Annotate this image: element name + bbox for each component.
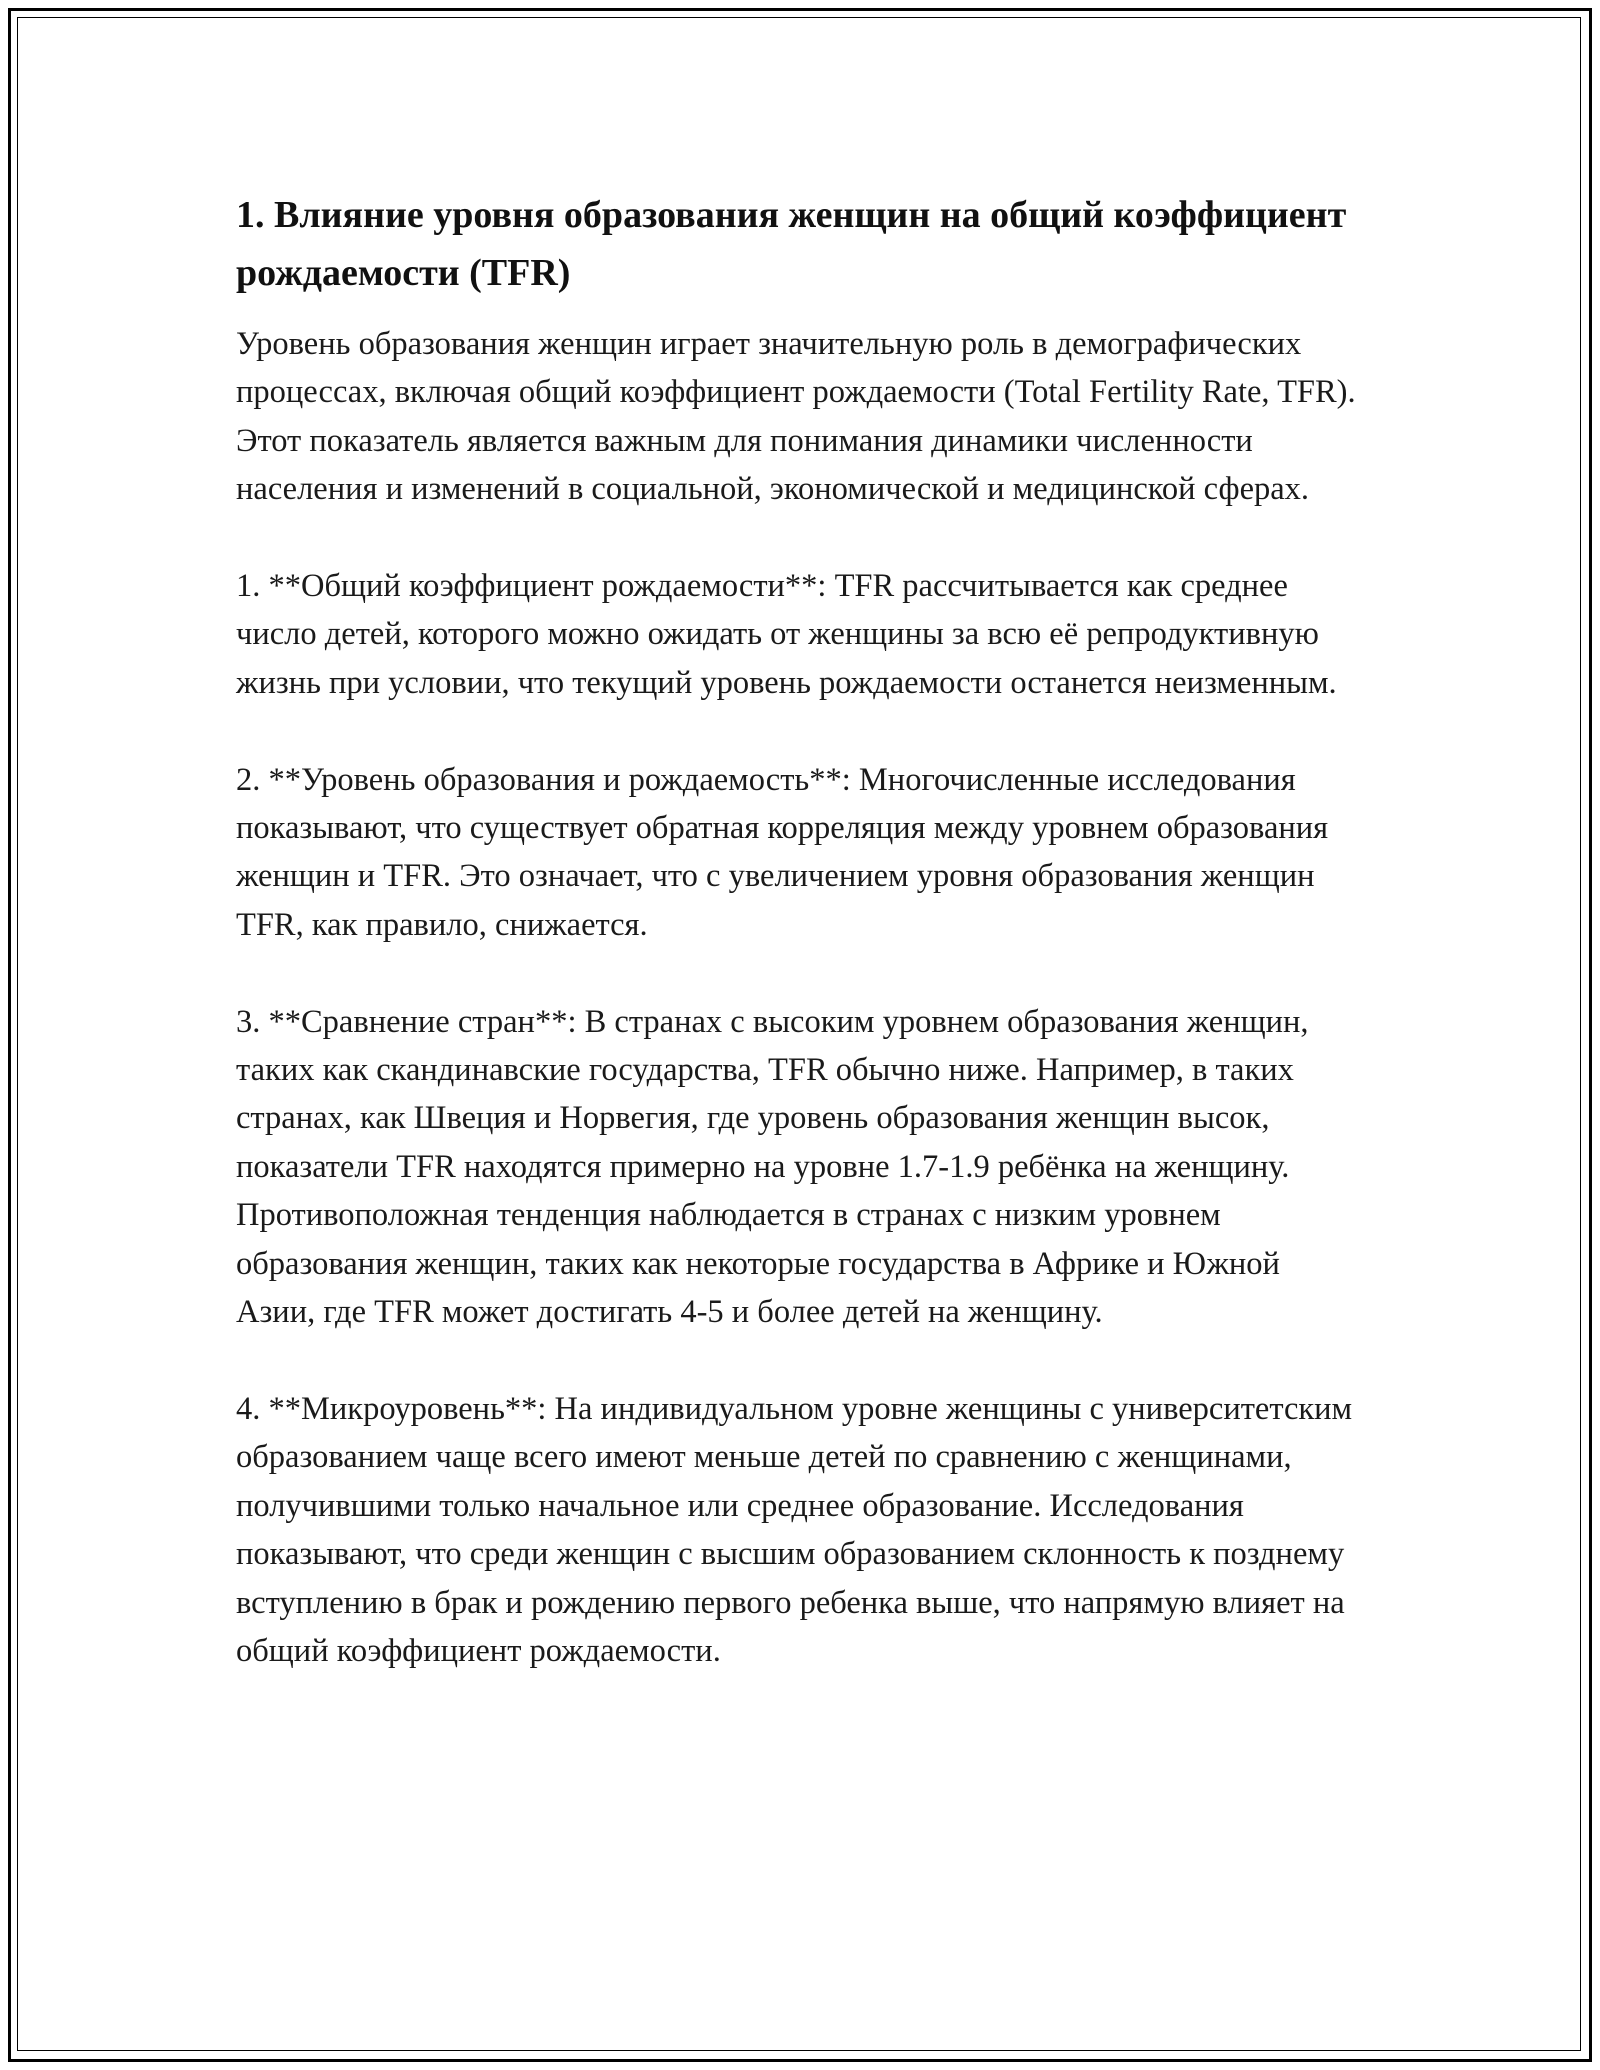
list-item-education-and-fertility: 2. **Уровень образования и рождаемость**: Многочисленные исследования показывают, что существует обратная корреляция между уровнем образования женщин и TFR. Это означает, что с увеличением уровня образования женщин TFR, как правило, снижается. (236, 761, 1329, 943)
document-title: 1. Влияние уровня образования женщин на общий коэффициент рождаемости (TFR) (236, 194, 1347, 294)
list-item-country-comparison: 3. **Сравнение стран**: В странах с высоким уровнем образования женщин, таких как скандинавские государства, TFR обычно ниже. Например, в таких странах, как Швеция и Норвегия, где уровень образования женщин высок, показатели TFR находятся примерно на уровне 1.7-1.9 ребёнка на женщину. Противоположная тенденция наблюдается в странах с низким уровнем образования женщин, таких как некоторые государства в Африке и Южной Азии, где TFR может достигать 4-5 и более детей на женщину. (236, 1003, 1309, 1331)
list-item-tfr-definition: 1. **Общий коэффициент рождаемости**: TFR рассчитывается как среднее число детей, которого можно ожидать от женщины за всю её репродуктивную жизнь при условии, что текущий уровень рождаемости останется неизменным. (236, 568, 1337, 701)
intro-paragraph: Уровень образования женщин играет значительную роль в демографических процессах, включая общий коэффициент рождаемости (Total Fertility Rate, TFR). Этот показатель является важным для понимания динамики численности населения и изменений в социальной, экономической и медицинской сферах. (236, 326, 1356, 508)
document-body (236, 186, 1366, 1724)
list-item-micro-level: 4. **Микроуровень**: На индивидуальном уровне женщины с университетским образованием чаще всего имеют меньше детей по сравнению с женщинами, получившими только начальное или среднее образование. Исследования показывают, что среди женщин с высшим образованием склонность к позднему вступлению в брак и рождению первого ребенка выше, что напрямую влияет на общий коэффициент рождаемости. (236, 1390, 1353, 1669)
